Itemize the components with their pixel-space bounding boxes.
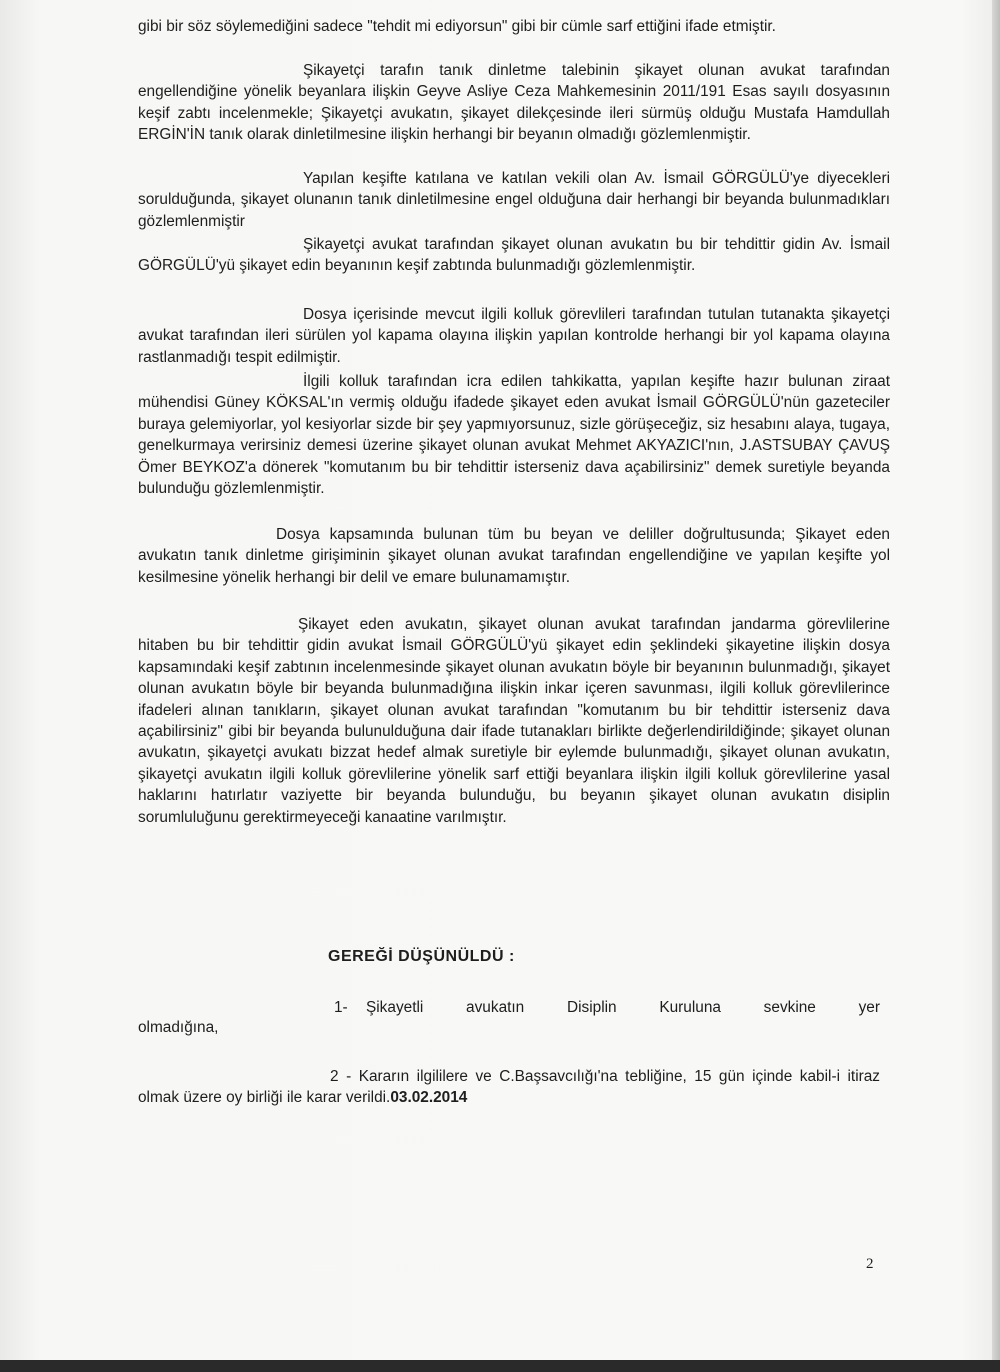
item-1-continuation: olmadığına, bbox=[138, 1019, 219, 1036]
paragraph-4: Şikayetçi avukat tarafından şikayet olunan avukatın bu bir tehdittir gidin Av. İsmail GÖRGÜLÜ'yü şikayet edin beyanının keşif zabtında bulunmadığı gözlemlenmiştir. bbox=[138, 236, 890, 275]
decision-item-2 bbox=[138, 1066, 880, 1108]
decision-date: 03.02.2014 bbox=[390, 1089, 468, 1106]
paragraph-4-block bbox=[138, 234, 890, 277]
page-number: 2 bbox=[866, 1256, 874, 1272]
paragraph-8: Şikayet eden avukatın, şikayet olunan avukat tarafından jandarma görevlilerine hitaben bu bir tehdittir gidin avukat İsmail GÖRGÜLÜ'yü şikayet edin şeklindeki şikayetine ilişkin dosya kapsamındaki keşif zabtının incelenmesinde şikayet olunan avukatın böyle bir beyanının bulunmadığı, şikayet olunan avukatın böyle bir beyanda bulunmadığına ilişkin inkar içeren savunması, ilgili kolluk görevlilerince ifadeleri alınan tanıkların, şikayet olunan avukat tarafından "komutanım bu bir tehdittir isterseniz dava açabilirsiniz" gibi bir beyanda bulunulduğuna dair ifade tutanakları birlikte değerlendirildiğinde; şikayet olunan avukatın, şikayetçi avukatı bizzat hedef almak suretiyle bir eylemde bulunmadığı, şikayet olunan avukatın, şikayetçi avukatın ilgili kolluk görevlilerine yönelik sarf ettiği beyanlara ilişkin ilgili kolluk görevlilerine yasal haklarını hatırlatır vaziyette bir beyanda bulunduğu, bu beyanın şikayet olunan avukatın disiplin sorumluluğunu gerektirmeyeceği kanaatine varılmıştır. bbox=[138, 616, 890, 826]
paragraph-5: Dosya içerisinde mevcut ilgili kolluk görevlileri tarafından tutulan tutanakta şikayetçi avukat tarafından ileri sürülen yol kapama olayına ilişkin yapılan kontrolde herhangi bir yol kapama olayına rastlanmadığı tespit edilmiştir. bbox=[138, 306, 890, 366]
scan-edge-right bbox=[992, 0, 1000, 1372]
paragraph-2-block bbox=[138, 60, 890, 146]
item-1-text: Şikayetli avukatın Disiplin Kuruluna sevkine yer bbox=[366, 999, 880, 1016]
paragraph-8-block bbox=[138, 614, 890, 828]
paragraph-1: gibi bir söz söylemediğini sadece "tehdit mi ediyorsun" gibi bir cümle sarf ettiğini ifade etmiştir. bbox=[138, 18, 776, 35]
paragraph-3-block bbox=[138, 168, 890, 232]
item-2-paragraph bbox=[138, 1066, 880, 1108]
paragraph-7: Dosya kapsamında bulunan tüm bu beyan ve deliller doğrultusunda; Şikayet eden avukatın tanık dinletme girişiminin şikayet olunan avukat tarafından engellendiğine ve yapılan keşifte yol kesilmesine yönelik herhangi bir delil ve emare bulunamamıştır. bbox=[138, 526, 890, 586]
paragraph-3: Yapılan keşifte katılana ve katılan vekili olan Av. İsmail GÖRGÜLÜ'ye diyecekleri sorulduğunda, şikayet olunanın tanık dinletilmesine engel olduğuna dair herhangi bir beyanda bulunmadıkları gözlemlenmiştir bbox=[138, 170, 890, 230]
paragraph-7-block bbox=[138, 524, 890, 588]
paragraph-5-block bbox=[138, 304, 890, 368]
item-1-number: 1- bbox=[334, 999, 348, 1016]
paragraph-1-block bbox=[138, 16, 890, 37]
paragraph-6: İlgili kolluk tarafından icra edilen tahkikatta, yapılan keşifte hazır bulunan ziraat mühendisi Güney KÖKSAL'ın vermiş olduğu ifadede şikayet eden avukat İsmail GÖRGÜLÜ'nün gazeteciler buraya gelemiyorlar, yol kesiyorlar sizde bir şey yapmıyorsunuz, sizle görüşeceğiz, siz hesabını alaya, tugaya, genelkurmaya verirsiniz demesi üzerine şikayet olunan avukat Mehmet AKYAZICI'nın, J.ASTSUBAY ÇAVUŞ Ömer BEYKOZ'a dönerek "komutanım bu bir tehdittir isterseniz dava açabilirsiniz" demek suretiyle beyanda bulunduğu gözlemlenmiştir. bbox=[138, 373, 890, 498]
paragraph-6-block bbox=[138, 371, 890, 499]
paragraph-2: Şikayetçi tarafın tanık dinletme talebinin şikayet olunan avukat tarafından engellendiğine yönelik beyanlara ilişkin Geyve Asliye Ceza Mahkemesinin 2011/191 Esas sayılı dosyasının keşif zabtı incelenmekle; Şikayetçi avukatın, şikayet dilekçesinde ileri sürmüş olduğu Mustafa Hamdullah ERGİN'İN tanık olarak dinletilmesine ilişkin herhangi bir beyanın olmadığı gözlemlenmiştir. bbox=[138, 62, 890, 144]
decision-heading: GEREĞİ DÜŞÜNÜLDÜ : bbox=[328, 948, 515, 965]
item-2-text: 2 - Kararın ilgililere ve C.Başsavcılığı'na tebliğine, 15 gün içinde kabil-i itiraz olmak üzere oy birliği ile karar verildi. bbox=[138, 1068, 880, 1106]
scan-edge-bottom bbox=[0, 1360, 1000, 1372]
